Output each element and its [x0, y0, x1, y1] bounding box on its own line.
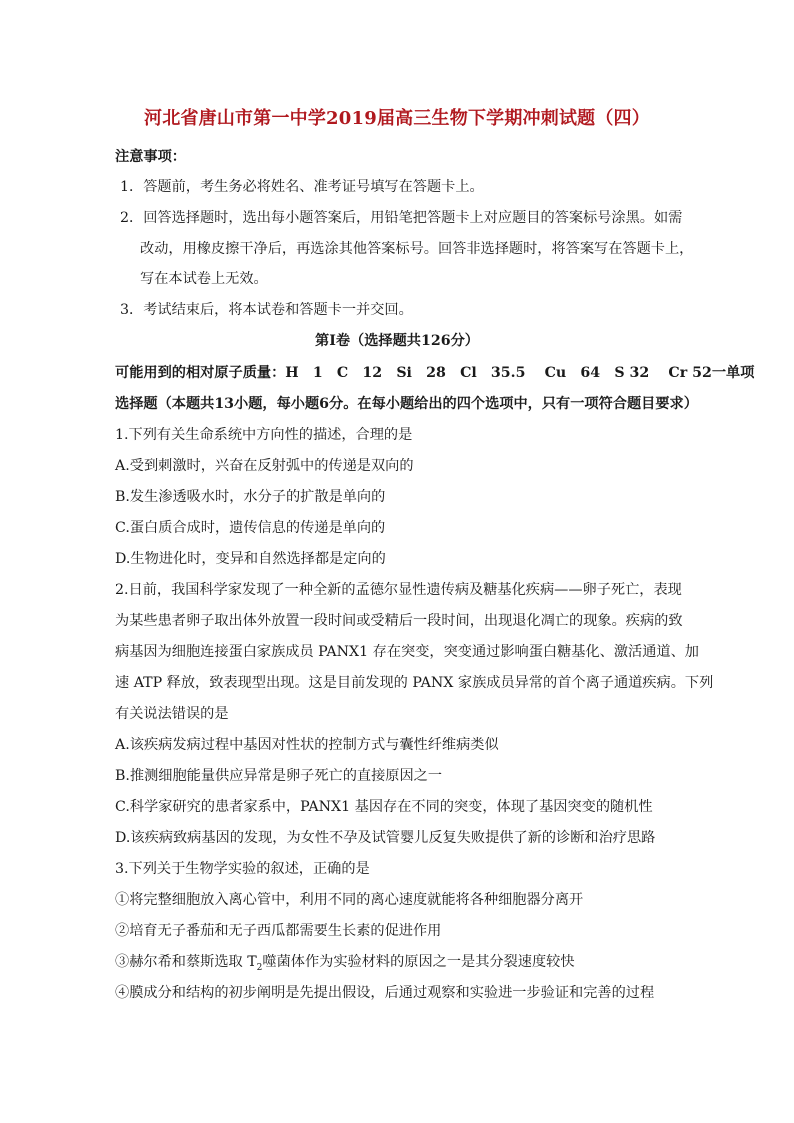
- q3-item-4: ④膜成分和结构的初步阐明是先提出假设，后通过观察和实验进一步验证和完善的过程: [115, 985, 655, 1001]
- q2-stem-line-2: 为某些患者卵子取出体外放置一段时间或受精后一段时间，出现退化凋亡的现象。疾病的致: [115, 613, 683, 629]
- notice-item-3: 3．考试结束后，将本试卷和答题卡一并交回。: [120, 302, 413, 318]
- q1-option-b: B.发生渗透吸水时，水分子的扩散是单向的: [115, 489, 386, 505]
- q2-option-c: C.科学家研究的患者家系中，PANX1 基因存在不同的突变，体现了基因突变的随机性: [115, 799, 653, 815]
- notice-heading: 注意事项：: [115, 149, 186, 165]
- q2-option-b: B.推测细胞能量供应异常是卵子死亡的直接原因之一: [115, 768, 443, 784]
- q1-option-a: A.受到刺激时，兴奋在反射弧中的传递是双向的: [115, 458, 414, 474]
- q2-stem-line-1: 2.日前，我国科学家发现了一种全新的孟德尔显性遗传病及糖基化疾病——卵子死亡，表现: [115, 582, 682, 598]
- q2-stem-line-3: 病基因为细胞连接蛋白家族成员 PANX1 存在突变，突变通过影响蛋白糖基化、激活通道、加: [115, 644, 699, 660]
- q1-option-d: D.生物进化时，变异和自然选择都是定向的: [115, 551, 386, 567]
- q2-option-d: D.该疾病致病基因的发现，为女性不孕及试管婴儿反复失败提供了新的诊断和治疗思路: [115, 830, 656, 846]
- notice-item-2-cont: 改动，用橡皮擦干净后，再选涂其他答案标号。回答非选择题时，将答案写在答题卡上，: [140, 241, 694, 257]
- q3-stem: 3.下列关于生物学实验的叙述，正确的是: [115, 861, 370, 877]
- q3-item-2: ②培育无子番茄和无子西瓜都需要生长素的促进作用: [115, 923, 442, 939]
- q3-item-3-prefix: ③赫尔希和蔡斯选取 T: [115, 954, 257, 970]
- q3-item-3-subscript: 2: [256, 962, 263, 973]
- notice-item-2-end: 写在本试卷上无效。: [140, 271, 268, 287]
- section-title: 第Ⅰ卷（选择题共126分）: [315, 333, 479, 349]
- q1-option-c: C.蛋白质合成时，遗传信息的传递是单向的: [115, 520, 386, 536]
- q2-stem-line-5: 有关说法错误的是: [115, 706, 229, 722]
- section-instructions: 选择题（本题共13小题，每小题6分。在每小题给出的四个选项中，只有一项符合题目要求）: [115, 396, 698, 412]
- exam-title: 河北省唐山市第一中学2019届高三生物下学期冲刺试题（四）: [144, 108, 650, 129]
- q3-item-3-suffix: 噬菌体作为实验材料的原因之一是其分裂速度较快: [262, 954, 575, 970]
- q3-item-3: [115, 952, 575, 978]
- atomic-mass-line: 可能用到的相对原子质量：H 1 C 12 Si 28 Cl 35.5 Cu 64 S 32 Cr 52一单项: [115, 365, 755, 381]
- q2-stem-line-4: 速 ATP 释放，致表现型出现。这是目前发现的 PANX 家族成员异常的首个离子通道疾病。下列: [115, 675, 714, 691]
- notice-item-1: 1．答题前，考生务必将姓名、准考证号填写在答题卡上。: [120, 179, 484, 195]
- notice-item-2: 2．回答选择题时，选出每小题答案后，用铅笔把答题卡上对应题目的答案标号涂黑。如需: [120, 210, 683, 226]
- q2-option-a: A.该疾病发病过程中基因对性状的控制方式与囊性纤维病类似: [115, 737, 499, 753]
- q3-item-1: ①将完整细胞放入离心管中，利用不同的离心速度就能将各种细胞器分离开: [115, 892, 584, 908]
- q1-stem: 1.下列有关生命系统中方向性的描述，合理的是: [115, 427, 413, 443]
